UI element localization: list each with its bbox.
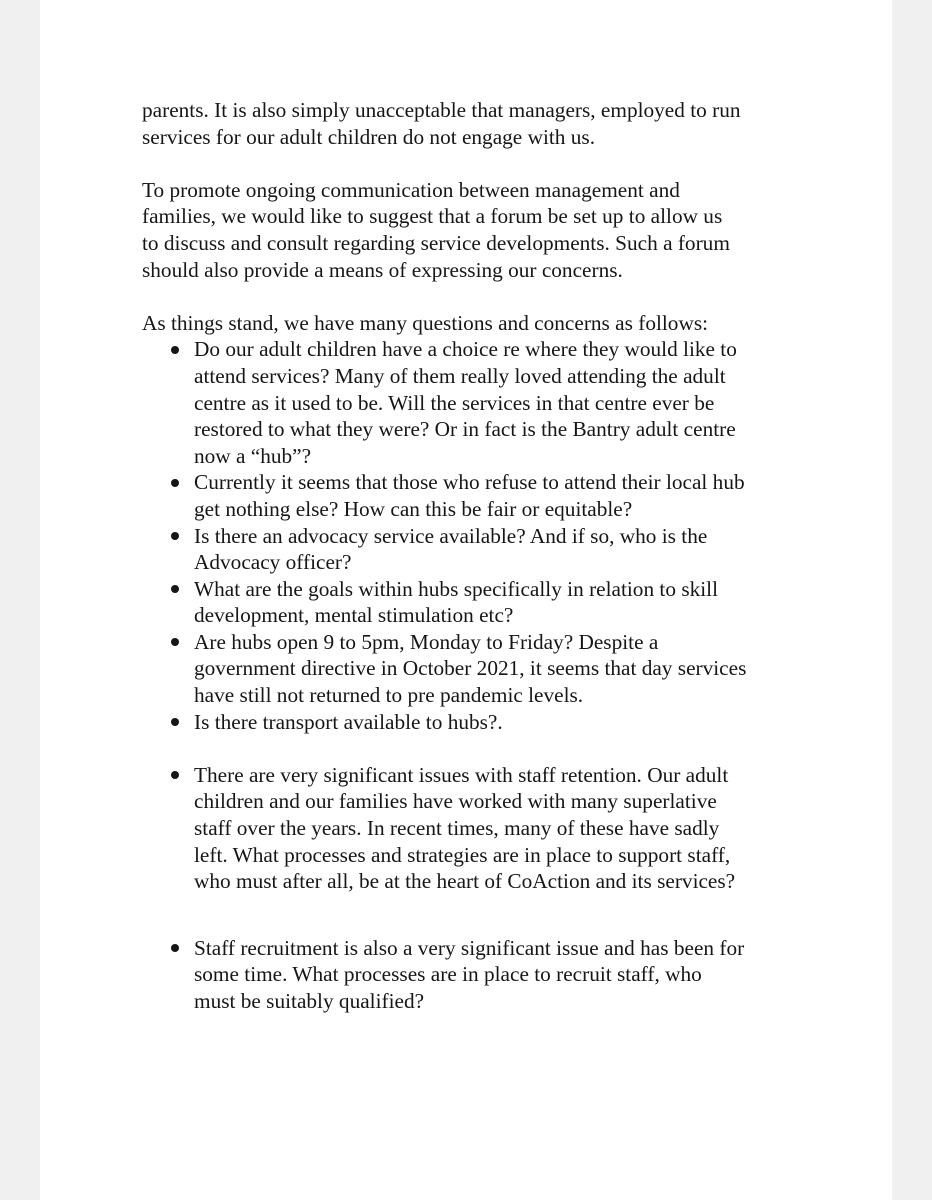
list-item-hub-goals: [142, 576, 802, 629]
text-line: Do our adult children have a choice re where they would like to: [194, 337, 737, 362]
text-line: should also provide a means of expressing our concerns.: [142, 257, 623, 282]
paragraph-forum-suggestion: [142, 177, 802, 283]
text-line: Staff recruitment is also a very significant issue and has been for: [194, 935, 745, 960]
list-item-advocacy: [142, 523, 802, 576]
bullet-icon: [169, 523, 181, 550]
text-line: government directive in October 2021, it seems that day services: [194, 656, 747, 681]
text-line: As things stand, we have many questions and concerns as follows:: [142, 310, 709, 335]
text-line: to discuss and consult regarding service developments. Such a forum: [142, 230, 730, 255]
text-line: now a “hub”?: [194, 443, 312, 468]
bullet-icon: [169, 629, 181, 656]
text-line: services for our adult children do not engage with us.: [142, 124, 596, 149]
list-item-staff-recruitment: [142, 935, 802, 1015]
text-line: left. What processes and strategies are in place to support staff,: [194, 842, 731, 867]
paragraph-questions-intro: [142, 310, 802, 337]
list-item-local-hub: [142, 469, 802, 522]
text-line: Are hubs open 9 to 5pm, Monday to Friday? Despite a: [194, 629, 659, 654]
text-line: restored to what they were? Or in fact is the Bantry adult centre: [194, 417, 736, 442]
text-line: To promote ongoing communication between management and: [142, 177, 680, 202]
document-body: [142, 97, 802, 1015]
text-line: children and our families have worked with many superlative: [194, 789, 717, 814]
text-line: development, mental stimulation etc?: [194, 603, 514, 628]
bullet-icon: [169, 469, 181, 496]
text-line: centre as it used to be. Will the services in that centre ever be: [194, 390, 715, 415]
bullet-icon: [169, 576, 181, 603]
text-line: have still not returned to pre pandemic levels.: [194, 683, 584, 708]
text-line: staff over the years. In recent times, many of these have sadly: [194, 816, 720, 841]
text-line: There are very significant issues with staff retention. Our adult: [194, 762, 729, 787]
text-line: Currently it seems that those who refuse to attend their local hub: [194, 470, 745, 495]
text-line: who must after all, be at the heart of CoAction and its services?: [194, 869, 736, 894]
list-item-opening-hours: [142, 629, 802, 709]
text-line: Is there an advocacy service available? And if so, who is the: [194, 523, 708, 548]
concerns-list: [142, 336, 802, 1014]
bullet-icon: [169, 935, 181, 962]
text-line: attend services? Many of them really loved attending the adult: [194, 363, 726, 388]
paragraph-management-engagement: [142, 97, 802, 150]
list-item-choice-of-services: [142, 336, 802, 469]
text-line: some time. What processes are in place to recruit staff, who: [194, 962, 702, 987]
text-line: families, we would like to suggest that a forum be set up to allow us: [142, 204, 723, 229]
list-item-staff-retention: [142, 762, 802, 895]
text-line: What are the goals within hubs specifically in relation to skill: [194, 576, 719, 601]
text-line: Is there transport available to hubs?.: [194, 709, 503, 734]
text-line: must be suitably qualified?: [194, 989, 425, 1013]
bullet-icon: [169, 336, 181, 363]
document-page: [40, 0, 892, 1200]
bullet-icon: [169, 762, 181, 789]
text-line: get nothing else? How can this be fair or equitable?: [194, 496, 633, 521]
bullet-icon: [169, 709, 181, 736]
list-item-transport: [142, 709, 802, 736]
text-line: parents. It is also simply unacceptable that managers, employed to run: [142, 98, 741, 122]
text-line: Advocacy officer?: [194, 550, 352, 575]
